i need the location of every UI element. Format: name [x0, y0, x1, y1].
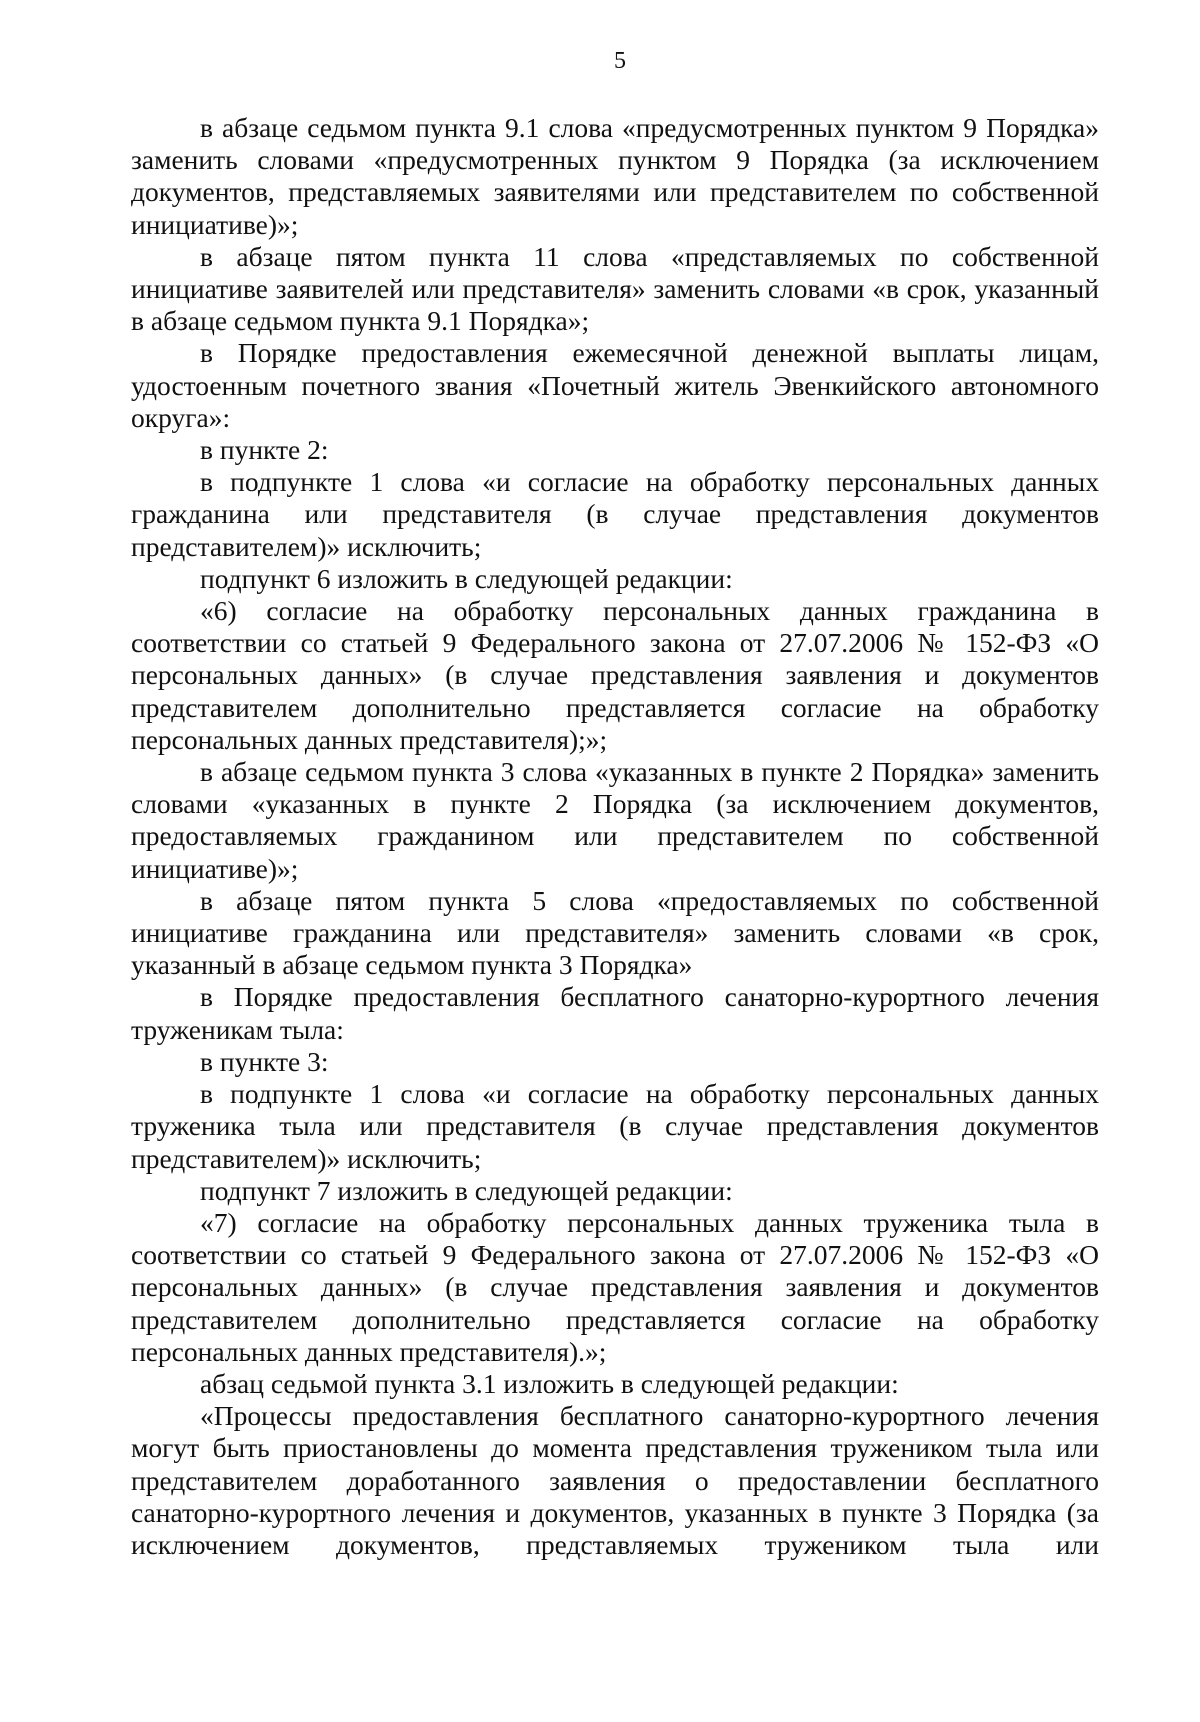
- paragraph: подпункт 7 изложить в следующей редакции:: [200, 1174, 733, 1206]
- paragraph: в Порядке предоставления ежемесячной денежной выплаты лицам, удостоенным почетного звания «Почетный житель Эвенкийского автономного округа»:: [131, 337, 1099, 433]
- paragraph: «7) согласие на обработку персональных данных труженика тыла в соответствии со статьей 9 Федерального закона от 27.07.2006 № 152-ФЗ «О персональных данных» (в случае представления заявления и документов представителем дополнительно представляется согласие на обработку персональных данных представителя).»;: [131, 1206, 1099, 1367]
- paragraph: в абзаце пятом пункта 5 слова «предоставляемых по собственной инициативе гражданина или представителя» заменить словами «в срок, указанный в абзаце седьмом пункта 3 Порядка»: [131, 884, 1099, 981]
- paragraph: в подпункте 1 слова «и согласие на обработку персональных данных гражданина или представителя (в случае представления документов представителем)» исключить;: [131, 466, 1099, 562]
- paragraph: «Процессы предоставления бесплатного санаторно-курортного лечения могут быть приостановлены до момента представления тружеником тыла или представителем доработанного заявления о предоставлении бесплатного санаторно-курортного лечения и документов, указанных в пункте 3 Порядка (за исключением документов, представляемых тружеником тыла или: [131, 1400, 1099, 1560]
- paragraph: в Порядке предоставления бесплатного санаторно-курортного лечения труженикам тыла:: [131, 981, 1099, 1045]
- page-number: 5: [614, 48, 626, 74]
- paragraph: подпункт 6 изложить в следующей редакции:: [200, 562, 733, 594]
- paragraph: в абзаце седьмом пункта 9.1 слова «предусмотренных пунктом 9 Порядка» заменить словами «предусмотренных пунктом 9 Порядка (за исключением документов, представляемых заявителями или представителем по собственной инициативе)»;: [131, 112, 1099, 240]
- paragraph: в пункте 2:: [200, 434, 329, 466]
- paragraph: абзац седьмой пункта 3.1 изложить в следующей редакции:: [200, 1367, 899, 1399]
- paragraph: в абзаце пятом пункта 11 слова «представляемых по собственной инициативе заявителей или представителя» заменить словами «в срок, указанный в абзаце седьмом пункта 9.1 Порядка»;: [131, 240, 1099, 337]
- paragraph: в пункте 3:: [200, 1045, 329, 1077]
- paragraph: в абзаце седьмом пункта 3 слова «указанных в пункте 2 Порядка» заменить словами «указанных в пункте 2 Порядка (за исключением документов, предоставляемых гражданином или представителем по собственной инициативе)»;: [131, 756, 1099, 884]
- paragraph: в подпункте 1 слова «и согласие на обработку персональных данных труженика тыла или представителя (в случае представления документов представителем)» исключить;: [131, 1078, 1099, 1174]
- paragraph: «6) согласие на обработку персональных данных гражданина в соответствии со статьей 9 Федерального закона от 27.07.2006 № 152-ФЗ «О персональных данных» (в случае представления заявления и документов представителем дополнительно представляется согласие на обработку персональных данных представителя);»;: [131, 595, 1099, 755]
- document-body: [131, 112, 1099, 1561]
